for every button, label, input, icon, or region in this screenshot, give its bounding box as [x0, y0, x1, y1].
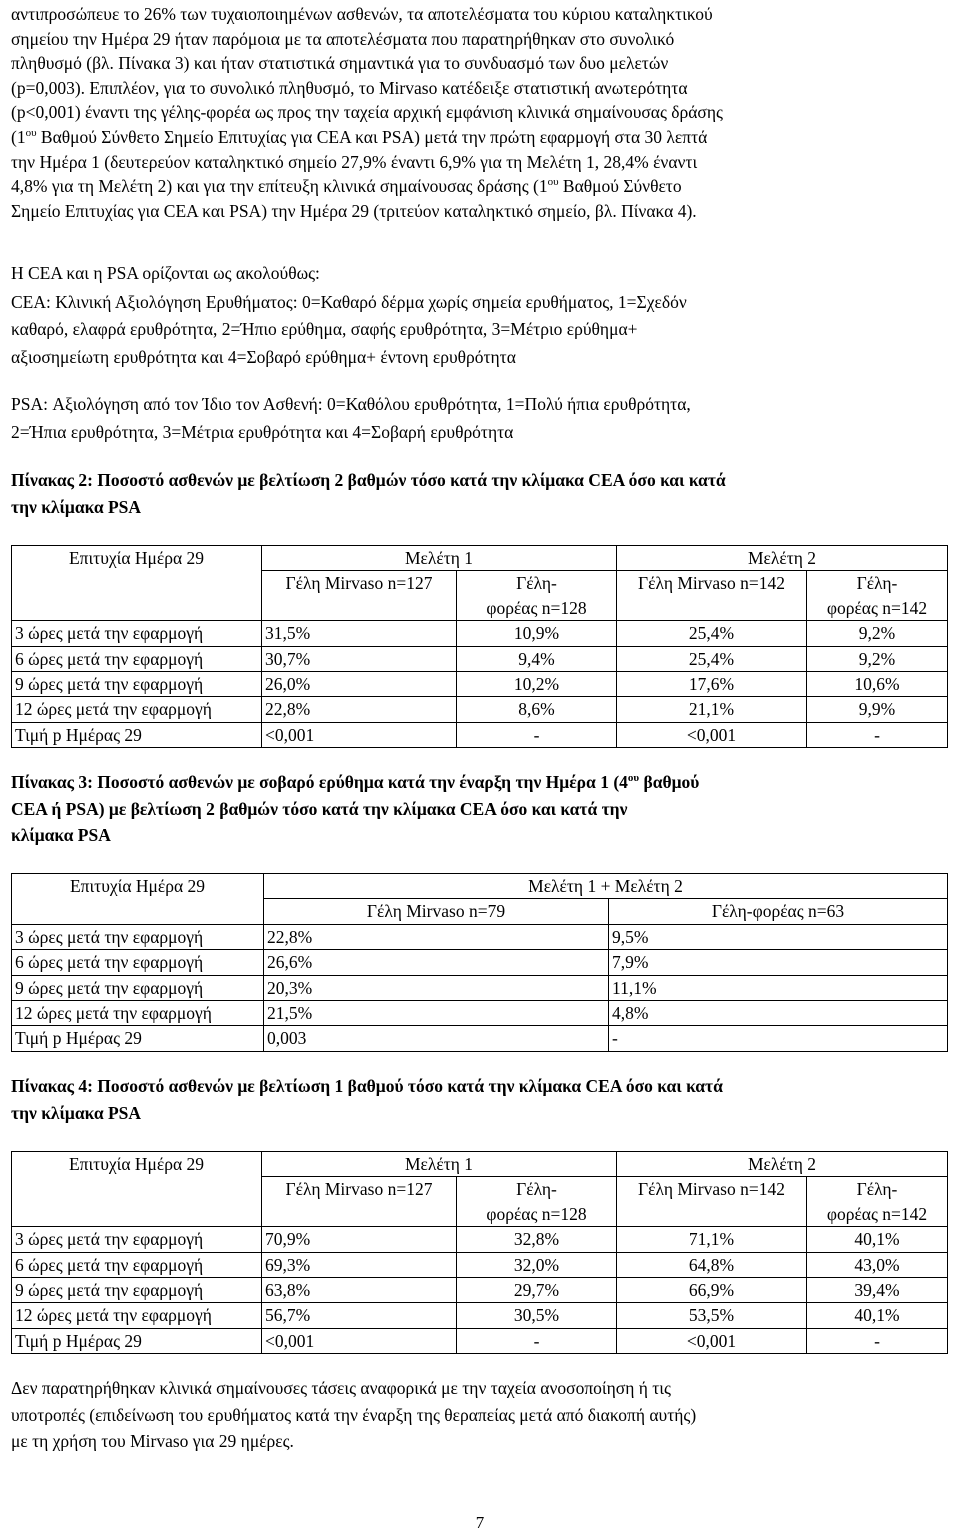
table-row [12, 1026, 948, 1051]
value-cell: 22,8% [264, 924, 609, 949]
value-cell: 31,5% [262, 621, 457, 646]
table-title-line: Πίνακας 2: Ποσοστό ασθενών με βελτίωση 2 βαθμών τόσο κατά την κλίμακα CEA όσο και κατά [11, 470, 726, 490]
table-title-line: κλίμακα PSA [11, 825, 111, 846]
value-cell: 7,9% [609, 950, 948, 975]
table-row [12, 646, 948, 671]
value-cell: 20,3% [264, 975, 609, 1000]
header-text: Γέλη- [516, 573, 557, 594]
value-cell: 53,5% [617, 1303, 807, 1328]
table-header-row [12, 1152, 948, 1177]
value-cell: 9,5% [609, 924, 948, 949]
header-text: Γέλη- [516, 1179, 557, 1200]
value-cell: <0,001 [617, 1328, 807, 1353]
header-text: Γέλη- [856, 573, 898, 594]
superscript: ου [25, 127, 37, 140]
header-cell: Γέλη Mirvaso n=79 [264, 899, 609, 924]
value-cell: 25,4% [617, 621, 807, 646]
header-cell: Γέλη Mirvaso n=127 [262, 571, 457, 621]
table-row [12, 1227, 948, 1252]
intro-line: Σημείο Επιτυχίας για CEA και PSA) την Ημέρα 29 (τριτεύον καταληκτικό σημείο, βλ. Πίνακα 4). [11, 200, 697, 221]
row-label-cell: 3 ώρες μετά την εφαρμογή [12, 1227, 262, 1252]
row-label-cell: 12 ώρες μετά την εφαρμογή [12, 1001, 264, 1026]
value-cell: 56,7% [262, 1303, 457, 1328]
value-cell: 26,0% [262, 672, 457, 697]
value-cell: 43,0% [807, 1252, 948, 1277]
value-cell: 66,9% [617, 1278, 807, 1303]
page-number: 7 [475, 1513, 485, 1532]
table2-title [11, 468, 943, 519]
header-cell: Επιτυχία Ημέρα 29 [12, 546, 262, 621]
header-cell: Γέλη Mirvaso n=142 [617, 571, 807, 621]
header-cell [457, 571, 617, 621]
closing-line: Δεν παρατηρήθηκαν κλινικά σημαίνουσες τάσεις αναφορικά με την ταχεία ανοσοποίηση ή τις [11, 1378, 671, 1398]
table4-title [11, 1074, 943, 1125]
table-row [12, 1252, 948, 1277]
header-cell: Μελέτη 2 [617, 546, 948, 571]
table-title-line [11, 770, 943, 795]
value-cell: <0,001 [262, 1328, 457, 1353]
header-cell: Γέλη Mirvaso n=127 [262, 1177, 457, 1227]
table-row [12, 697, 948, 722]
title-text: βαθμού [639, 772, 700, 792]
header-text: Γέλη- [856, 1179, 898, 1200]
header-text: φορέας n=128 [486, 1203, 587, 1224]
header-cell: Μελέτη 1 [262, 546, 617, 571]
value-cell: 0,003 [264, 1026, 609, 1051]
table-row [12, 950, 948, 975]
header-cell: Μελέτη 2 [617, 1152, 948, 1177]
row-label-cell: 3 ώρες μετά την εφαρμογή [12, 621, 262, 646]
intro-text: Βαθμού Σύνθετο [558, 176, 682, 197]
value-cell: 71,1% [617, 1227, 807, 1252]
value-cell: <0,001 [262, 722, 457, 747]
value-cell: 17,6% [617, 672, 807, 697]
value-cell: 21,5% [264, 1001, 609, 1026]
value-cell: 9,9% [807, 697, 948, 722]
superscript: ου [547, 176, 559, 189]
table-row [12, 924, 948, 949]
value-cell: 64,8% [617, 1252, 807, 1277]
value-cell: 25,4% [617, 646, 807, 671]
table-row [12, 1278, 948, 1303]
value-cell: 30,5% [457, 1303, 617, 1328]
value-cell: 10,6% [807, 672, 948, 697]
table-header-row [12, 546, 948, 571]
row-label-cell: 12 ώρες μετά την εφαρμογή [12, 697, 262, 722]
value-cell: 32,8% [457, 1227, 617, 1252]
value-cell: 9,2% [807, 621, 948, 646]
value-cell: 40,1% [807, 1227, 948, 1252]
row-label-cell: Τιμή p Ημέρας 29 [12, 1328, 262, 1353]
row-label-cell: 12 ώρες μετά την εφαρμογή [12, 1303, 262, 1328]
definitions-heading: Η CEA και η PSA ορίζονται ως ακολούθως: [11, 263, 320, 283]
table4 [11, 1151, 948, 1354]
value-cell: 4,8% [609, 1001, 948, 1026]
header-cell: Μελέτη 1 + Μελέτη 2 [264, 874, 948, 899]
intro-text: Βαθμού Σύνθετο Σημείο Επιτυχίας για CEA και PSA) μετά την πρώτη εφαρμογή στα 30 λεπτά [36, 126, 708, 147]
header-cell [807, 571, 948, 621]
value-cell: 70,9% [262, 1227, 457, 1252]
table-row [12, 1328, 948, 1353]
intro-line [11, 174, 943, 199]
header-cell: Γέλη Mirvaso n=142 [617, 1177, 807, 1227]
table-row [12, 621, 948, 646]
table-title-line: Πίνακας 4: Ποσοστό ασθενών με βελτίωση 1 βαθμού τόσο κατά την κλίμακα CEA όσο και κατά [11, 1076, 723, 1096]
closing-line: υποτροπές (επιδείνωση του ερυθήματος κατά την έναρξη της θεραπείας μετά από διακοπή αυτής) [11, 1404, 697, 1425]
header-cell [457, 1177, 617, 1227]
intro-text: 4,8% για τη Μελέτη 2) και για την επίτευξη κλινικά σημαίνουσας δράσης (1 [11, 176, 548, 197]
value-cell: 10,2% [457, 672, 617, 697]
row-label-cell: 9 ώρες μετά την εφαρμογή [12, 672, 262, 697]
intro-line: την Ημέρα 1 (δευτερεύον καταληκτικό σημείο 27,9% έναντι 6,9% για τη Μελέτη 1, 28,4% έναντι [11, 151, 698, 172]
header-cell: Επιτυχία Ημέρα 29 [12, 1152, 262, 1227]
intro-line: πληθυσμό (βλ. Πίνακα 3) και ήταν στατιστικά σημαντικά για το συνδυασμό των δυο μελετών [11, 53, 669, 74]
table3 [11, 873, 948, 1052]
header-cell: Επιτυχία Ημέρα 29 [12, 874, 264, 925]
cea-definition: καθαρό, ελαφρά ερυθρότητα, 2=Ήπιο ερύθημα, σαφής ερυθρότητα, 3=Μέτριο ερύθημα+ [11, 319, 638, 340]
table-header-row [12, 874, 948, 899]
intro-paragraph [11, 2, 943, 223]
value-cell: 22,8% [262, 697, 457, 722]
row-label-cell: 9 ώρες μετά την εφαρμογή [12, 975, 264, 1000]
value-cell: 11,1% [609, 975, 948, 1000]
row-label-cell: 6 ώρες μετά την εφαρμογή [12, 950, 264, 975]
row-label-cell: Τιμή p Ημέρας 29 [12, 722, 262, 747]
header-text: φορέας n=142 [826, 597, 928, 618]
psa-definition: 2=Ήπια ερυθρότητα, 3=Μέτρια ερυθρότητα και 4=Σοβαρή ερυθρότητα [11, 421, 514, 442]
intro-text: (1 [11, 126, 26, 147]
row-label-cell: 3 ώρες μετά την εφαρμογή [12, 924, 264, 949]
table-row [12, 975, 948, 1000]
value-cell: - [807, 1328, 948, 1353]
closing-paragraph [11, 1376, 943, 1454]
closing-line: με τη χρήση του Mirvaso για 29 ημέρες. [11, 1431, 294, 1452]
psa-definition: PSA: Αξιολόγηση από τον Ίδιο τον Ασθενή: 0=Καθόλου ερυθρότητα, 1=Πολύ ήπια ερυθρότητα, [11, 394, 691, 414]
value-cell: - [609, 1026, 948, 1051]
value-cell: 29,7% [457, 1278, 617, 1303]
row-label-cell: 9 ώρες μετά την εφαρμογή [12, 1278, 262, 1303]
row-label-cell: Τιμή p Ημέρας 29 [12, 1026, 264, 1051]
table-title-line: CEA ή PSA) με βελτίωση 2 βαθμών τόσο κατά την κλίμακα CEA όσο και κατά την [11, 798, 628, 819]
cea-definition: CEA: Κλινική Αξιολόγηση Ερυθήματος: 0=Καθαρό δέρμα χωρίς σημεία ερυθήματος, 1=Σχεδόν [11, 291, 687, 312]
value-cell: 9,4% [457, 646, 617, 671]
intro-line: (p=0,003). Επιπλέον, για το συνολικό πληθυσμό, το Mirvaso κατέδειξε στατιστική ανωτερότητα [11, 77, 688, 98]
row-label-cell: 6 ώρες μετά την εφαρμογή [12, 1252, 262, 1277]
header-cell: Μελέτη 1 [262, 1152, 617, 1177]
value-cell: - [457, 1328, 617, 1353]
table3-title [11, 770, 943, 848]
table2 [11, 545, 948, 748]
value-cell: <0,001 [617, 722, 807, 747]
value-cell: 69,3% [262, 1252, 457, 1277]
value-cell: - [457, 722, 617, 747]
value-cell: 30,7% [262, 646, 457, 671]
definitions-block [11, 261, 943, 369]
value-cell: 8,6% [457, 697, 617, 722]
cea-definition: αξιοσημείωτη ερυθρότητα και 4=Σοβαρό ερύθημα+ έντονη ερυθρότητα [11, 346, 516, 367]
header-text: φορέας n=128 [486, 597, 587, 618]
intro-line: σημείου την Ημέρα 29 ήταν παρόμοια με τα αποτελέσματα που παρατηρήθηκαν στο συνολικό [11, 28, 675, 49]
value-cell: 40,1% [807, 1303, 948, 1328]
value-cell: 39,4% [807, 1278, 948, 1303]
table-row [12, 672, 948, 697]
row-label-cell: 6 ώρες μετά την εφαρμογή [12, 646, 262, 671]
value-cell: - [807, 722, 948, 747]
value-cell: 26,6% [264, 950, 609, 975]
title-text: Πίνακας 3: Ποσοστό ασθενών με σοβαρό ερύθημα κατά την έναρξη την Ημέρα 1 (4 [11, 772, 628, 792]
value-cell: 32,0% [457, 1252, 617, 1277]
header-text: φορέας n=142 [826, 1203, 928, 1224]
psa-definition-block [11, 392, 943, 444]
table-row [12, 722, 948, 747]
intro-line: (p<0,001) έναντι της γέλης-φορέα ως προς την ταχεία αρχική εμφάνιση κλινικά σημαίνουσας δράσης [11, 102, 723, 123]
header-cell: Γέλη-φορέας n=63 [609, 899, 948, 924]
header-cell [807, 1177, 948, 1227]
table-row [12, 1303, 948, 1328]
value-cell: 10,9% [457, 621, 617, 646]
value-cell: 63,8% [262, 1278, 457, 1303]
table-row [12, 1001, 948, 1026]
value-cell: 21,1% [617, 697, 807, 722]
intro-line [11, 125, 943, 150]
superscript: ου [627, 772, 640, 785]
table-title-line: την κλίμακα PSA [11, 496, 142, 517]
intro-line: αντιπροσώπευε το 26% των τυχαιοποιημένων ασθενών, τα αποτελέσματα του κύριου καταληκτικού [11, 4, 713, 24]
value-cell: 9,2% [807, 646, 948, 671]
table-title-line: την κλίμακα PSA [11, 1102, 142, 1123]
